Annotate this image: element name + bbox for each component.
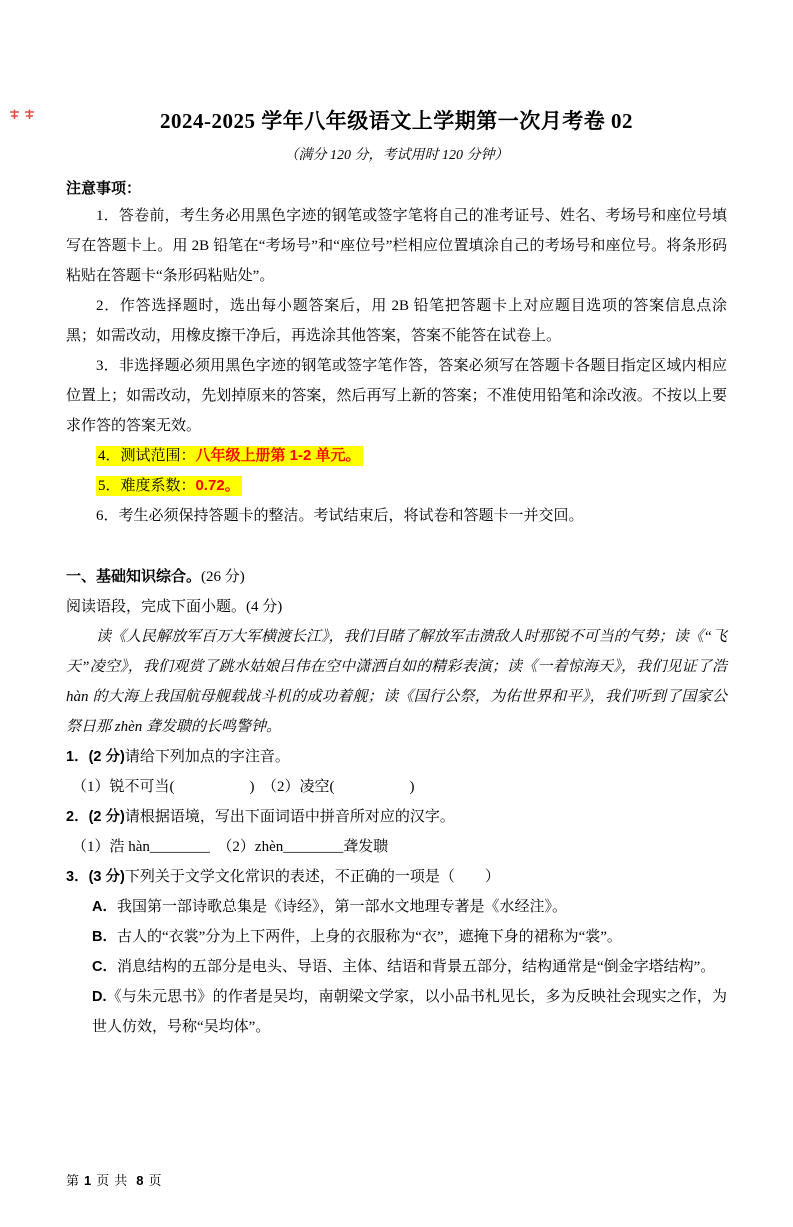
question-3-option-b <box>92 922 727 952</box>
question-1-blanks: （1）锐不可当( ) （2）凌空( ) <box>72 779 415 795</box>
reading-passage: 读《人民解放军百万大军横渡长江》，我们目睹了解放军击溃敌人时那锐不可当的气势；读《“飞天”凌空》，我们观赏了跳水姑娘吕伟在空中潇洒自如的精彩表演；读《一着惊海天》，我们见证了浩 hàn 的大海上我国航母舰载战斗机的成功着舰；读《国行公祭，为佑世界和平》，我们听到了国家公祭日那 zhèn 聋发聩的长鸣警钟。 <box>66 629 727 735</box>
option-a-label: A． <box>92 899 117 915</box>
question-3-option-c <box>92 952 727 982</box>
option-d-text: 《与朱元思书》的作者是吴均，南朝梁文学家，以小品书札见长，多为反映社会现实之作，为世人仿效，号称“吴均体”。 <box>92 989 727 1035</box>
question-3-number: 3．(3 分) <box>66 869 125 885</box>
test-range-label: 4．测试范围： <box>98 448 196 464</box>
option-b-text: 古人的“衣裳”分为上下两件，上身的衣服称为“衣”，遮掩下身的裙称为“裳”。 <box>116 929 622 945</box>
difficulty-highlight <box>96 476 242 496</box>
footer-page-word: 页 <box>96 1173 111 1188</box>
red-watermark-logo <box>8 108 38 121</box>
section-1-heading <box>66 562 727 592</box>
footer-page-word-2: 页 <box>148 1173 163 1188</box>
test-range-highlight <box>96 446 363 466</box>
footer-total-number: 8 <box>136 1173 145 1188</box>
question-3-option-d <box>92 982 727 1042</box>
option-c-label: C． <box>92 959 117 975</box>
question-1 <box>66 742 727 772</box>
question-2-number: 2．(2 分) <box>66 809 125 825</box>
option-a-text: 我国第一部诗歌总集是《诗经》，第一部水文地理专著是《水经注》。 <box>116 899 567 915</box>
footer-page-number: 1 <box>84 1173 93 1188</box>
footer-prefix: 第 <box>66 1173 81 1188</box>
question-3-option-a <box>92 892 727 922</box>
difficulty-label: 5．难度系数： <box>98 478 196 494</box>
exam-subtitle: （满分 120 分，考试用时 120 分钟） <box>284 148 509 163</box>
exam-paper-page <box>0 105 793 1227</box>
question-1-number: 1．(2 分) <box>66 749 125 765</box>
question-3 <box>66 862 727 892</box>
exam-title: 2024-2025 学年八年级语文上学期第一次月考卷 02 <box>160 109 633 133</box>
page-footer <box>66 1171 163 1191</box>
section-1-score: (26 分) <box>201 569 245 585</box>
difficulty-value: 0.72。 <box>195 477 240 494</box>
notice-item-2: 2．作答选择题时，选出每小题答案后，用 2B 铅笔把答题卡上对应题目选项的答案信息点涂黑；如需改动，用橡皮擦干净后，再选涂其他答案，答案不能答在试卷上。 <box>66 298 727 344</box>
question-2-text: 请根据语境，写出下面词语中拼音所对应的汉字。 <box>124 809 455 825</box>
notice-item-6: 6．考生必须保持答题卡的整洁。考试结束后，将试卷和答题卡一并交回。 <box>96 508 584 524</box>
notice-heading: 注意事项： <box>66 180 142 197</box>
notice-item-1: 1．答卷前，考生务必用黑色字迹的钢笔或签字笔将自己的准考证号、姓名、考场号和座位号填写在答题卡上。用 2B 铅笔在“考场号”和“座位号”栏相应位置填涂自己的考场号和座位号。将条形码粘贴在答题卡“条形码粘贴处”。 <box>66 208 727 284</box>
option-b-label: B． <box>92 929 117 945</box>
notice-item-5 <box>66 471 727 501</box>
section-1-title: 一、基础知识综合。 <box>66 568 202 585</box>
option-c-text: 消息结构的五部分是电头、导语、主体、结语和背景五部分，结构通常是“倒金字塔结构”。 <box>116 959 716 975</box>
notice-item-4 <box>66 441 727 471</box>
question-2-blanks: （1）浩 hàn________ （2）zhèn________聋发聩 <box>72 839 389 855</box>
option-d-label: D. <box>92 989 107 1005</box>
footer-total-word: 共 <box>114 1173 129 1188</box>
notice-item-3: 3．非选择题必须用黑色字迹的钢笔或签字笔作答，答案必须写在答题卡各题目指定区域内相应位置上；如需改动，先划掉原来的答案，然后再写上新的答案；不准使用铅笔和涂改液。不按以上要求作答的答案无效。 <box>66 358 727 434</box>
test-range-value: 八年级上册第 1-2 单元。 <box>195 447 361 464</box>
question-1-text: 请给下列加点的字注音。 <box>124 749 290 765</box>
page-content <box>0 105 793 1042</box>
question-2 <box>66 802 727 832</box>
reading-intro: 阅读语段，完成下面小题。(4 分) <box>66 599 283 615</box>
question-3-text: 下列关于文学文化常识的表述，不正确的一项是（ ） <box>124 869 500 885</box>
